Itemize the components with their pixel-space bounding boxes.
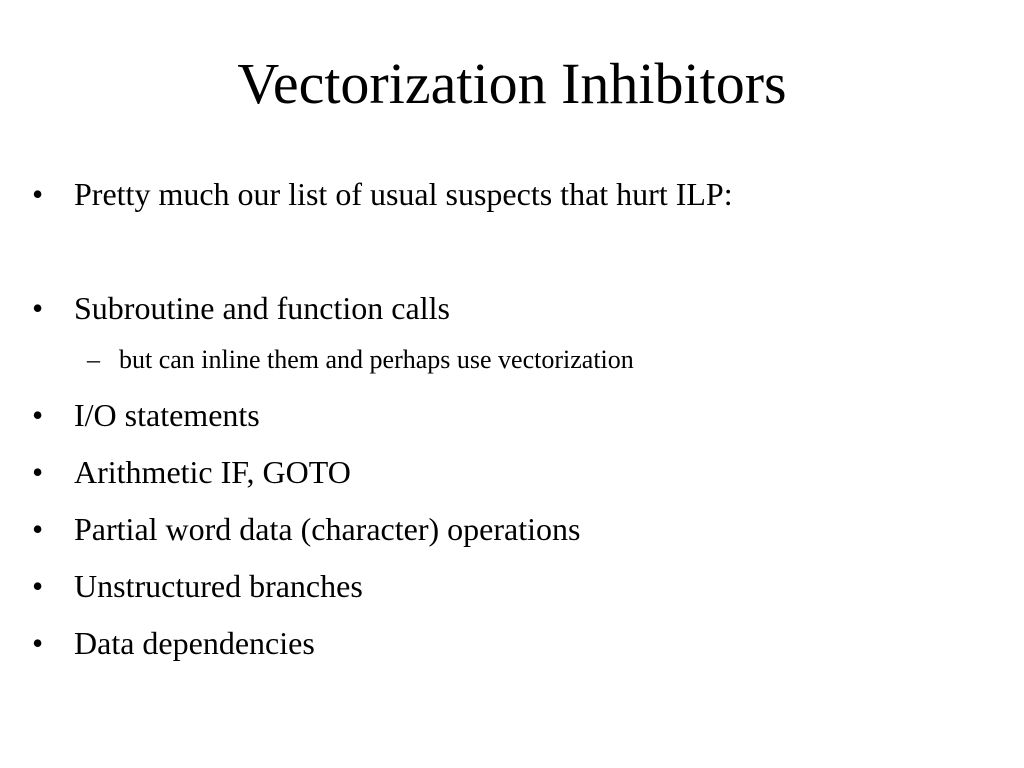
bullet-text: Subroutine and function calls [74,290,450,326]
bullet-text: Arithmetic IF, GOTO [74,454,351,490]
bullet-marker: • [32,454,44,490]
bullet-marker: • [32,176,44,212]
bullet-item [32,395,260,435]
bullet-text: Data dependencies [74,625,315,661]
bullet-text: Partial word data (character) operations [74,511,581,547]
bullet-item [32,288,450,328]
sub-bullet-marker: – [87,345,100,374]
bullet-item [32,174,733,214]
bullet-item [32,452,351,492]
bullet-item [32,509,580,549]
bullet-text: Unstructured branches [74,568,363,604]
bullet-marker: • [32,511,44,547]
bullet-text: Pretty much our list of usual suspects that hurt ILP: [74,176,733,212]
bullet-marker: • [32,568,44,604]
sub-bullet-text: but can inline them and perhaps use vectorization [119,345,634,374]
bullet-marker: • [32,397,44,433]
bullet-item [32,566,363,606]
slide-title: Vectorization Inhibitors [237,51,787,116]
bullet-marker: • [32,290,44,326]
bullet-item [32,623,315,663]
bullet-text: I/O statements [74,397,260,433]
sub-bullet-item [87,344,634,376]
bullet-marker: • [32,625,44,661]
